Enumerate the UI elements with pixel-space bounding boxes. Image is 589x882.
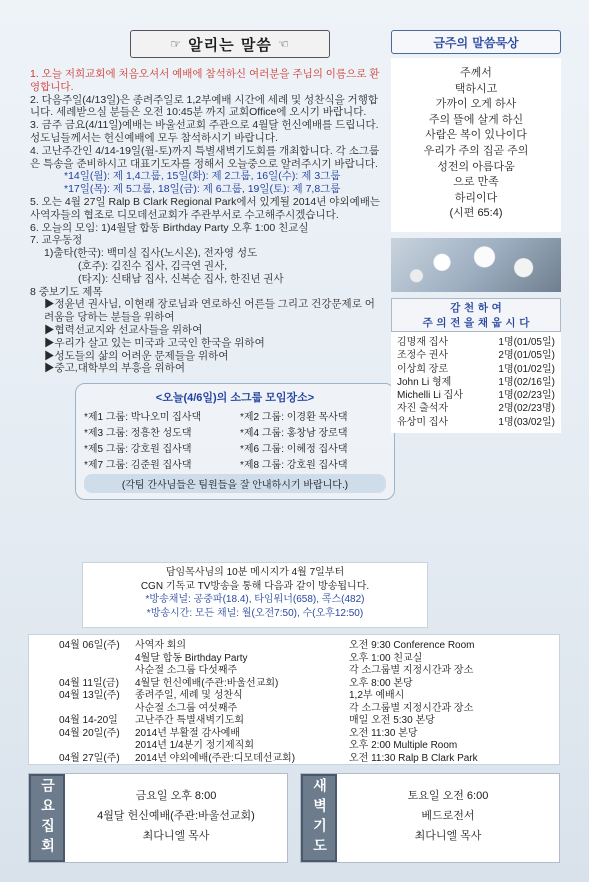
notices-body: [30, 68, 385, 375]
schedule-date: 04월 20일(주): [59, 727, 120, 739]
schedule-time: 1,2부 예배시: [349, 690, 405, 701]
small-group-item: *제6 그룹: 이혜정 집사댁: [240, 444, 348, 456]
verse-line: 우리가 주의 집곧 주의: [423, 144, 529, 157]
prayer-item: ▶우리가 살고 있는 미국과 고국인 한국을 위하여: [44, 336, 265, 349]
schedule-row: [59, 703, 559, 716]
verse-reference: (시편 65:4): [449, 207, 503, 220]
offering-row: [397, 349, 555, 362]
notice-item: 2. 다음주일(4/13일)은 종려주일로 1,2부예배 시간에 세례 및 성찬식을 거행합니다. 세례받으실 분들은 오전 10:45분 까지 교회Office에 오시기 바랍니다.: [30, 93, 378, 119]
notice-subitem: 1)출타(한국): 백미실 집사(노시온), 전자영 성도: [44, 247, 258, 260]
offering-value: 1명(03/02일): [498, 416, 555, 428]
prayer-item: ▶중고,대학부의 부흥을 위하여: [44, 362, 185, 375]
small-group-item: *제3 그룹: 정흥찬 성도댁: [84, 428, 192, 440]
offering-title-line: 감 천 하 여: [450, 301, 502, 314]
notice-item: 4. 고난주간인 4/14-19일(월-토)까지 특별새벽기도회를 개최합니다. 각 소그룹은 특송을 준비하시고 대표기도자를 정해서 오늘중으로 알려주시기 바랍니다.: [30, 144, 380, 170]
schedule-row: [59, 728, 559, 741]
schedule-event: 사역자 회의: [135, 640, 187, 651]
offering-value: 1명(01/02일): [498, 363, 555, 375]
dawn-prayer-box: [300, 773, 560, 863]
small-group-note: (각팀 간사님들은 팀원들을 잘 안내하시기 바랍니다.): [84, 474, 386, 493]
verse-line: 하리이다: [454, 191, 498, 204]
verse-line: 택하시고: [454, 82, 498, 95]
notices-title-box: [130, 30, 330, 58]
offering-value: 1명(01/05일): [498, 336, 555, 348]
notice-item: 6. 오늘의 모임: 1)4월달 합동 Birthday Party 오후 1:00 친교실: [30, 221, 309, 234]
schedule-event: 2014년 야외예배(주관:디모데선교회): [135, 752, 296, 764]
notice-subitem: *17일(목): 제 5그룹, 18일(금): 제 6그룹, 19일(토): 제 7,8그룹: [64, 183, 341, 196]
offering-value: 1명(02/16일): [498, 376, 555, 388]
schedule-time: 오전 9:30 Conference Room: [349, 640, 475, 651]
offering-row: [397, 336, 555, 349]
small-group-item: *제7 그룹: 김준원 집사댁: [84, 460, 192, 472]
verse-line: 사람은 복이 있나이다: [425, 129, 527, 142]
schedule-date: 04월 27일(주): [59, 752, 120, 764]
small-group-item: *제5 그룹: 강호원 집사댁: [84, 444, 192, 456]
friday-service-box: [28, 773, 288, 863]
schedule-date: [59, 665, 135, 678]
schedule-time: 각 소그룹별 지정시간과 장소: [349, 665, 474, 676]
verse-title: 금주의 말씀묵상: [391, 30, 561, 54]
friday-time: 금요일 오후 8:00: [135, 790, 217, 802]
small-group-title: <오늘(4/6일)의 소그룹 모임장소>: [155, 392, 315, 405]
offering-name: 자진 출석자: [397, 403, 449, 415]
small-group-grid: [84, 408, 386, 471]
offering-title: [391, 298, 561, 332]
offering-row: [397, 402, 555, 415]
small-group-box: [75, 383, 395, 500]
dawn-preacher: 최다니엘 목사: [414, 830, 482, 842]
offering-value: 2명(01/05일): [498, 350, 555, 362]
notice-item: 8 중보기도 제목: [30, 285, 103, 298]
notices-title: 알리는 말씀: [188, 35, 272, 54]
schedule-row: [59, 653, 559, 666]
friday-service-label: 금요집회: [29, 774, 65, 862]
schedule-date: [59, 703, 135, 716]
schedule-time: 오전 11:30 본당: [349, 727, 418, 739]
verse-line: 성전의 아름다움: [437, 160, 515, 173]
prayer-item: ▶정윤년 권사님, 이현래 장로님과 연로하신 어른들 그리고 건강문제로 어려움을 당하는 분들을 위하여: [44, 298, 375, 324]
schedule-row: [59, 678, 559, 691]
offering-value: 2명(02/23명): [498, 403, 555, 415]
prayer-item: ▶협력선교지와 선교사들을 위하여: [44, 323, 203, 336]
schedule-event: 종려주일, 세례 및 성찬식: [135, 690, 243, 701]
broadcast-line: *방송채널: 공중파(18.4), 타임워너(658), 콕스(482): [145, 594, 365, 605]
dawn-prayer-info: [337, 774, 559, 862]
small-group-item: *제4 그룹: 홍창남 장로댁: [240, 428, 348, 440]
broadcast-line: *방송시간: 모든 채널: 월(오전7:50), 수(오후12:50): [146, 607, 364, 619]
schedule-row: [59, 665, 559, 678]
schedule-time: 오후 1:00 친교실: [349, 652, 423, 664]
schedule-row: [59, 740, 559, 753]
schedule-date: 04월 06일(주): [59, 640, 120, 651]
small-group-item: *제2 그룹: 이경환 목사댁: [240, 412, 348, 424]
schedule-event: 2014년 1/4분기 정기제직회: [135, 740, 254, 751]
schedule-time: 오후 2:00 Multiple Room: [349, 740, 458, 751]
offering-name: 조정수 권사: [397, 350, 449, 362]
friday-service-info: [65, 774, 287, 862]
offering-name: 유상미 집사: [397, 416, 449, 428]
offering-row: [397, 376, 555, 389]
offering-row: [397, 363, 555, 376]
verse-line: 주께서: [460, 67, 492, 79]
schedule-date: [59, 653, 135, 666]
broadcast-line: CGN 기독교 TV방송을 통해 다음과 같이 방송됩니다.: [140, 580, 370, 592]
dawn-time: 토요일 오전 6:00: [407, 790, 489, 802]
notice-item: 1. 오늘 저희교회에 처음오셔서 예배에 참석하신 여러분을 주님의 이름으로 환영합니다.: [30, 68, 380, 93]
schedule-date: [59, 740, 135, 753]
schedule-event: 사순절 소그룹 다섯째주: [135, 665, 238, 676]
notice-item: 5. 오는 4월 27일 Ralp B Clark Regional Park에서 있게될 2014년 야외예배는 사역자들의 협조로 디모데선교회가 주관부서로 수고해주시겠습니다.: [30, 195, 381, 221]
notice-subitem: *14일(월): 제 1,4그룹, 15일(화): 제 2그룹, 16일(수): 제 3그룹: [64, 170, 341, 183]
schedule-box: [28, 634, 560, 765]
offering-list: [391, 332, 561, 433]
schedule-date: 04월 11일(금): [59, 677, 119, 689]
prayer-item: ▶성도들의 삶의 어려운 문제들을 위하여: [44, 349, 229, 362]
small-group-item: *제8 그룹: 강호원 집사댁: [240, 460, 348, 472]
verse-line: 가까이 오게 하사: [435, 98, 517, 111]
schedule-event: 2014년 부활절 감사예배: [135, 727, 241, 739]
flower-image: [391, 238, 561, 292]
schedule-row: [59, 690, 559, 703]
broadcast-line: 담임목사님의 10분 메시지가 4월 7일부터: [165, 567, 345, 578]
right-column: [391, 30, 561, 433]
notice-subitem: (호주): 김진수 집사, 김극연 권사,: [78, 259, 228, 272]
offering-value: 1명(02/23일): [498, 390, 555, 402]
notices-section: [30, 30, 385, 500]
pointing-hand-icon: ☞: [170, 37, 183, 51]
notice-subitem: (타지): 신태남 집사, 신복순 집사, 한진년 권사: [78, 272, 284, 285]
offering-name: Michelli Li 집사: [397, 390, 463, 402]
verse-body: [391, 58, 561, 232]
dawn-prayer-label: 새벽기도: [301, 774, 337, 862]
notice-item: 3. 금주 금요(4/11일)예배는 바울선교회 주관으로 4월달 헌신예배를 드립니다. 성도님들께서는 헌신예배에 모두 참석하시기 바랍니다.: [30, 119, 379, 144]
schedule-time: 오전 11:30 Ralp B Clark Park: [349, 752, 478, 764]
schedule-date: 04월 14-20일: [59, 715, 118, 726]
small-group-item: *제1 그룹: 박나오미 집사댁: [84, 412, 202, 424]
offering-title-line: 주 의 전 을 채 웁 시 다: [422, 316, 530, 329]
offering-name: 김명재 집사: [397, 336, 449, 348]
schedule-event: 4월달 합동 Birthday Party: [135, 652, 248, 664]
friday-topic: 4월달 헌신예배(주관:바울선교회): [97, 810, 255, 822]
broadcast-box: [82, 562, 428, 628]
offering-name: John Li 형제: [397, 376, 452, 388]
friday-preacher: 최다니엘 목사: [142, 830, 210, 842]
dawn-topic: 베드로전서: [421, 810, 475, 822]
schedule-row: [59, 715, 559, 728]
schedule-event: 사순절 소그룹 여섯째주: [135, 702, 238, 714]
verse-line: 으로 만족: [453, 176, 499, 189]
offering-row: [397, 389, 555, 402]
notice-item: 7. 교우동정: [30, 234, 83, 247]
schedule-date: 04월 13일(주): [59, 690, 120, 701]
schedule-time: 매일 오전 5:30 본당: [349, 715, 435, 726]
verse-line: 주의 뜰에 살게 하신: [428, 113, 524, 126]
offering-name: 이상희 장로: [397, 363, 449, 375]
schedule-time: 오후 8:00 본당: [349, 677, 413, 689]
offering-row: [397, 416, 555, 429]
schedule-row: [59, 753, 559, 766]
pointing-hand-icon: ☜: [277, 37, 290, 51]
schedule-event: 고난주간 특별새벽기도회: [135, 715, 245, 726]
schedule-time: 각 소그룹별 지정시간과 장소: [349, 702, 474, 714]
schedule-row: [59, 640, 559, 653]
schedule-event: 4월달 헌신예배(주관:바울선교회): [135, 677, 279, 689]
